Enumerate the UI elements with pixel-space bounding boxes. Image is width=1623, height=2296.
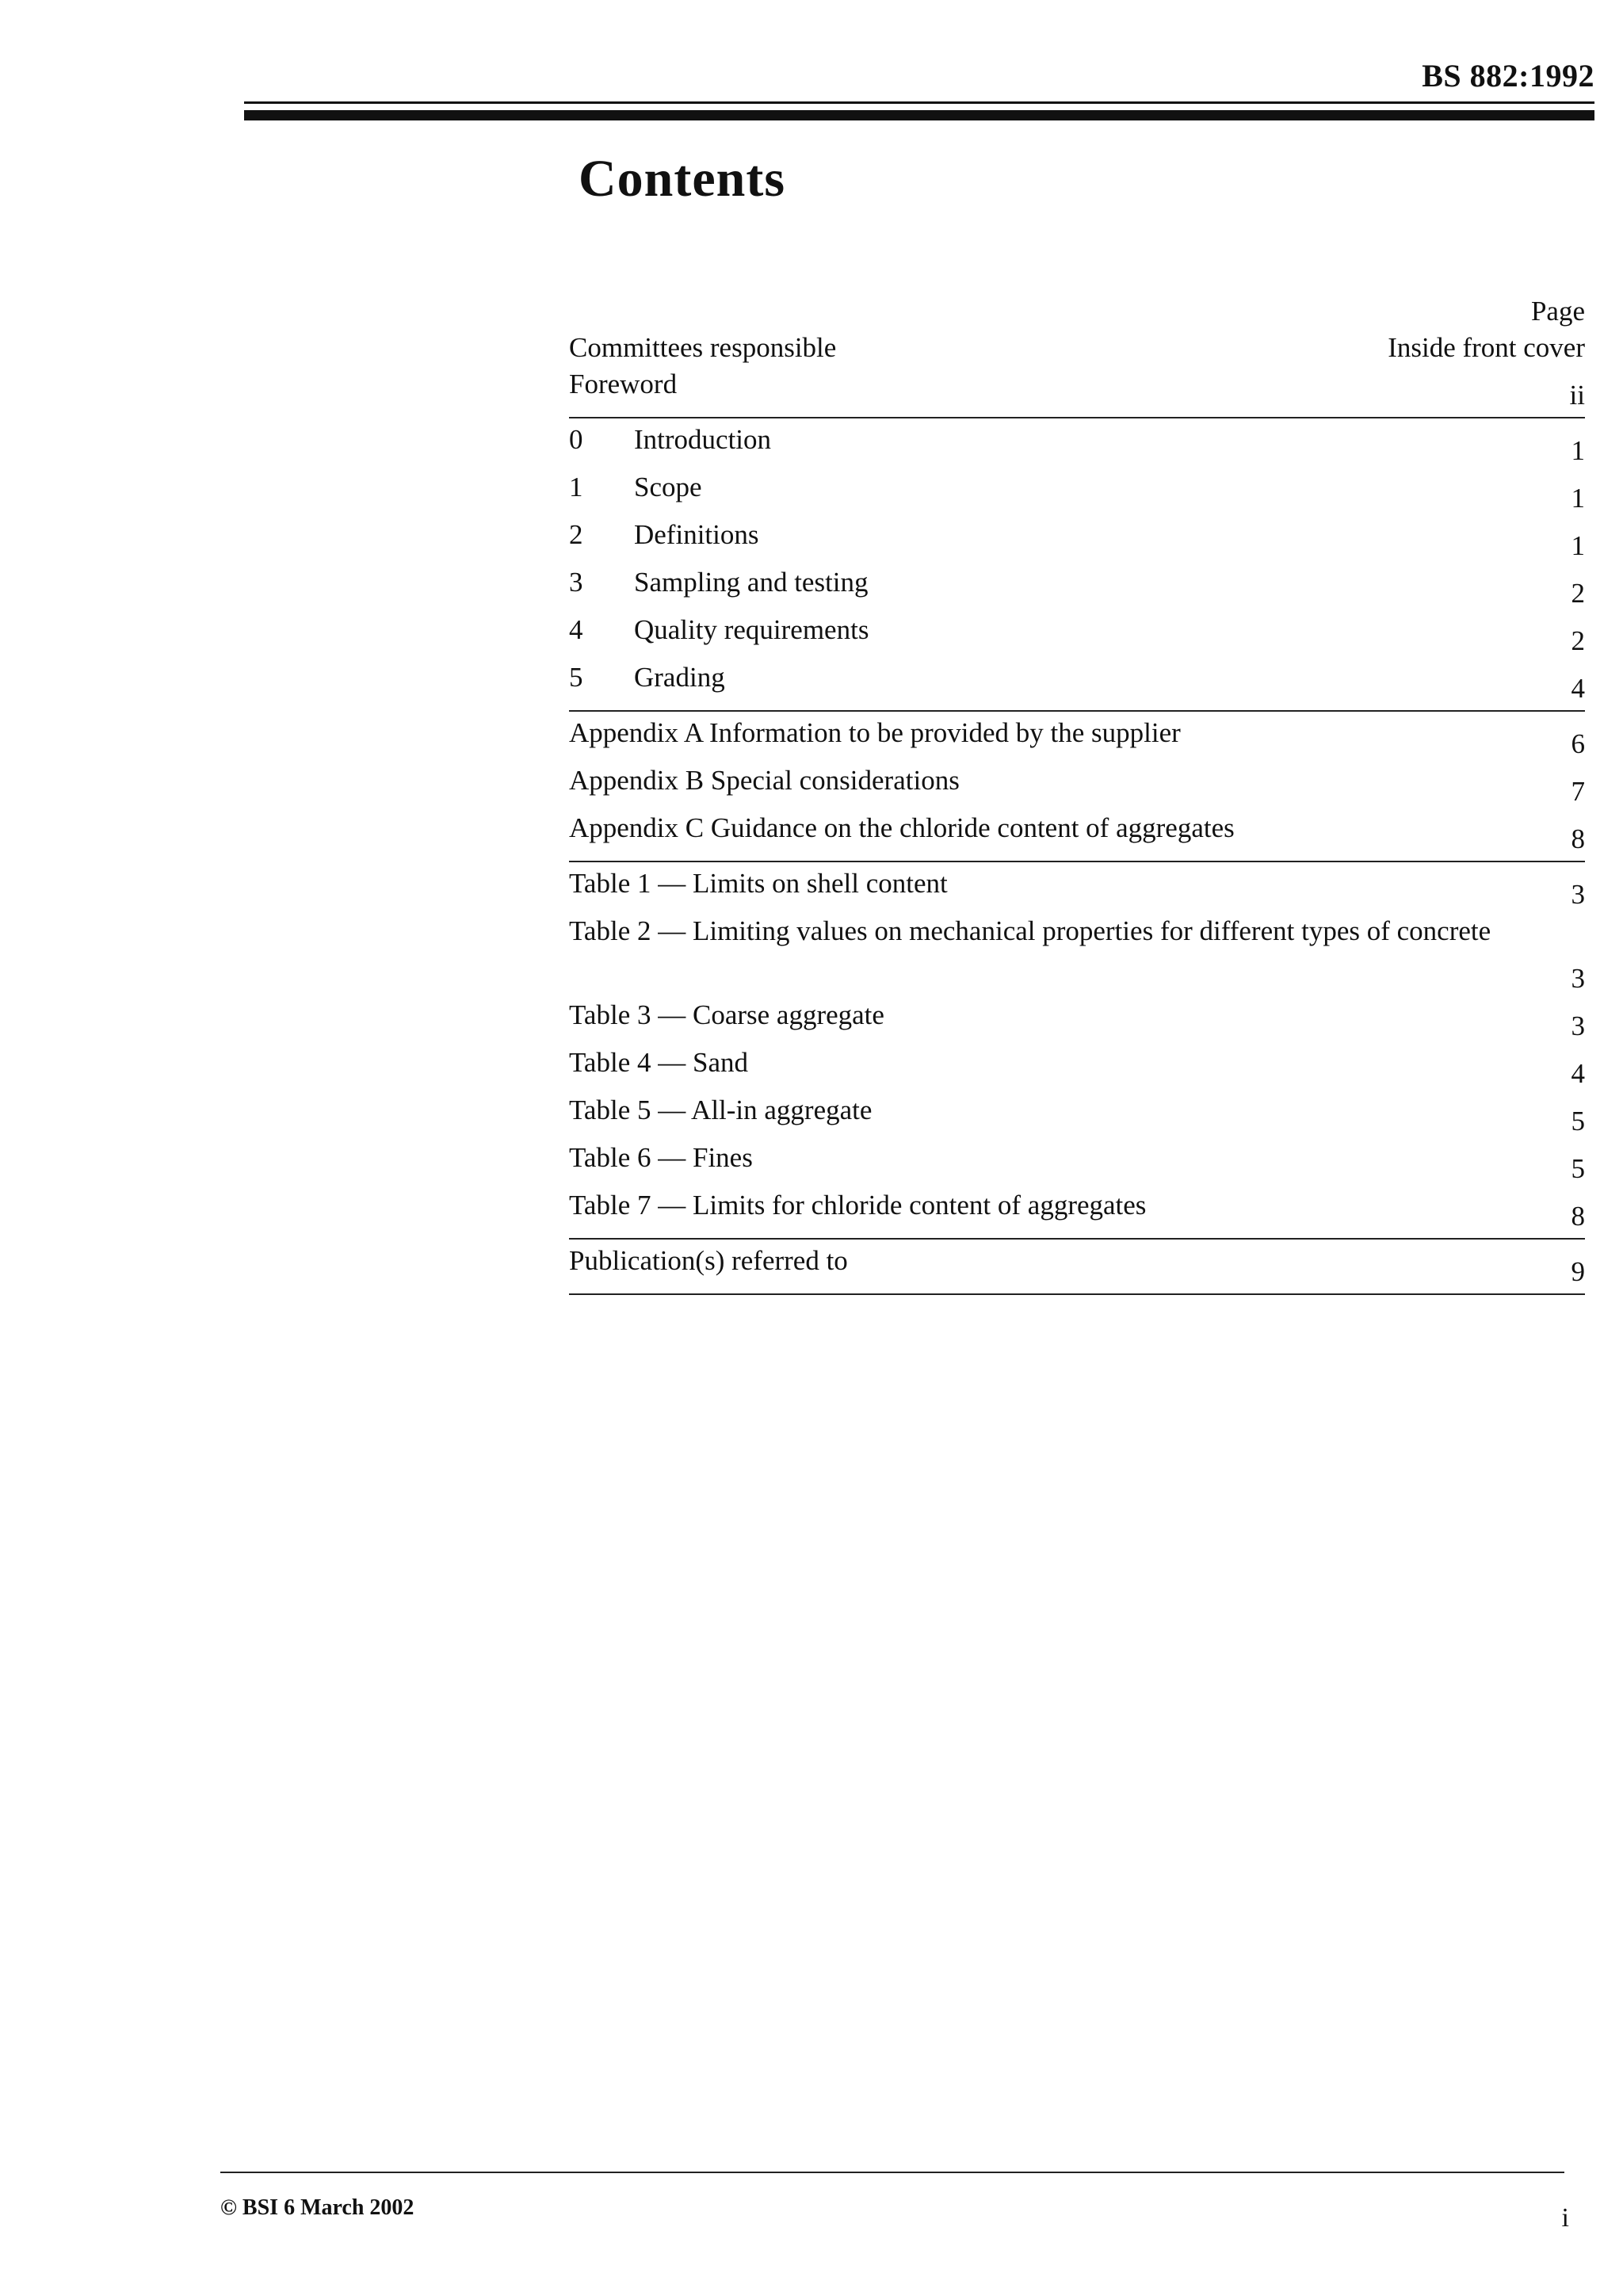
toc-entry[interactable] xyxy=(569,865,1585,913)
toc-entry-label xyxy=(569,1187,1537,1224)
toc-entry-page: 3 xyxy=(1571,1010,1585,1041)
toc-entry-page: 1 xyxy=(1571,483,1585,514)
toc-entry-label xyxy=(569,564,1537,601)
header-rule-thin xyxy=(244,101,1594,104)
toc-entry-page: 5 xyxy=(1571,1106,1585,1137)
toc-entry-label xyxy=(569,913,1537,949)
toc-entry-text: Table 6 — Fines xyxy=(569,1142,753,1173)
toc-entry[interactable] xyxy=(569,422,1585,469)
toc-entry-text: Table 1 — Limits on shell content xyxy=(569,868,948,899)
table-of-contents xyxy=(569,293,1585,1298)
toc-entry-text: Definitions xyxy=(634,519,759,550)
page-number: i xyxy=(1561,2203,1569,2233)
page-title: Contents xyxy=(579,150,786,208)
toc-group xyxy=(569,865,1585,1240)
toc-group xyxy=(569,1243,1585,1295)
toc-entry-text: Committees responsible xyxy=(569,332,837,363)
toc-entry-text: Grading xyxy=(634,662,725,693)
toc-entry[interactable] xyxy=(569,1045,1585,1092)
footer-rule xyxy=(220,2172,1564,2173)
toc-entry-text: Sampling and testing xyxy=(634,567,869,598)
toc-entry-label xyxy=(569,810,1537,846)
copyright-notice: © BSI 6 March 2002 xyxy=(220,2195,414,2220)
toc-entry-label xyxy=(569,1243,1537,1279)
toc-entry-text: Table 2 — Limiting values on mechanical properties for different types of concrete xyxy=(569,915,1491,946)
toc-entry-page: 8 xyxy=(1571,823,1585,854)
toc-entry-page: 3 xyxy=(1571,963,1585,994)
page-column-heading: Page xyxy=(1530,296,1585,327)
toc-entry-text: Scope xyxy=(634,472,702,502)
toc-section-number: 2 xyxy=(569,519,583,550)
toc-entry[interactable] xyxy=(569,469,1585,517)
toc-group xyxy=(569,330,1585,418)
header-rule-thick xyxy=(244,110,1594,120)
toc-entry-page: 7 xyxy=(1571,776,1585,807)
toc-entry[interactable] xyxy=(569,612,1585,659)
toc-entry[interactable] xyxy=(569,517,1585,564)
toc-entry-page: 9 xyxy=(1571,1256,1585,1287)
toc-entry[interactable] xyxy=(569,1243,1585,1290)
toc-section-number: 5 xyxy=(569,662,583,693)
toc-entry-text: Quality requirements xyxy=(634,614,869,645)
toc-entry[interactable] xyxy=(569,330,1585,366)
toc-entry[interactable] xyxy=(569,762,1585,810)
toc-entry-text: Appendix A Information to be provided by the supplier xyxy=(569,717,1181,748)
toc-entry-label xyxy=(569,1045,1537,1081)
toc-entry-text: Introduction xyxy=(634,424,772,455)
toc-entry-label xyxy=(569,612,1537,648)
toc-entry-text: Table 4 — Sand xyxy=(569,1047,748,1078)
toc-entry-text: Table 3 — Coarse aggregate xyxy=(569,999,884,1030)
toc-entry-page: 1 xyxy=(1571,435,1585,466)
toc-entry-text: Foreword xyxy=(569,369,678,399)
toc-entry[interactable] xyxy=(569,1140,1585,1187)
toc-entry[interactable] xyxy=(569,564,1585,612)
toc-entry-label xyxy=(569,517,1537,553)
toc-entry[interactable] xyxy=(569,659,1585,707)
toc-section-number: 1 xyxy=(569,472,583,502)
toc-entry[interactable] xyxy=(569,997,1585,1045)
toc-entry-label xyxy=(569,997,1537,1033)
toc-entry[interactable] xyxy=(569,1187,1585,1235)
toc-entry-label xyxy=(569,469,1537,506)
toc-entry-page: 4 xyxy=(1571,1058,1585,1089)
toc-entry-page: Inside front cover xyxy=(1388,332,1585,363)
toc-entry-label xyxy=(569,715,1537,751)
toc-entry-page: 6 xyxy=(1571,728,1585,759)
toc-entry-label xyxy=(569,865,1537,902)
toc-group xyxy=(569,422,1585,712)
toc-entry-page: 3 xyxy=(1571,879,1585,910)
toc-entry-label xyxy=(569,422,1537,458)
document-code: BS 882:1992 xyxy=(1422,58,1594,94)
toc-entry-text: Publication(s) referred to xyxy=(569,1245,848,1276)
toc-entry[interactable] xyxy=(569,1092,1585,1140)
toc-group xyxy=(569,715,1585,862)
toc-entry-page: 2 xyxy=(1571,578,1585,609)
toc-entry-text: Table 7 — Limits for chloride content of aggregates xyxy=(569,1190,1147,1221)
toc-section-number: 4 xyxy=(569,614,583,645)
toc-entry-label xyxy=(569,659,1537,696)
toc-entry-page: 5 xyxy=(1571,1153,1585,1184)
toc-entry-page: 8 xyxy=(1571,1201,1585,1232)
toc-groups xyxy=(569,330,1585,1295)
toc-section-number: 0 xyxy=(569,424,583,455)
toc-section-number: 3 xyxy=(569,567,583,598)
toc-entry[interactable] xyxy=(569,913,1585,997)
toc-entry-label xyxy=(569,330,1388,366)
toc-entry[interactable] xyxy=(569,810,1585,858)
toc-entry-text: Table 5 — All-in aggregate xyxy=(569,1095,873,1125)
toc-entry-page: 2 xyxy=(1571,625,1585,656)
toc-entry-text: Appendix B Special considerations xyxy=(569,765,960,796)
toc-entry-page: 4 xyxy=(1571,673,1585,704)
toc-entry-label xyxy=(569,1140,1537,1176)
toc-entry-label xyxy=(569,366,1537,403)
toc-entry[interactable] xyxy=(569,715,1585,762)
toc-entry-label xyxy=(569,762,1537,799)
toc-entry-page: ii xyxy=(1569,380,1585,411)
toc-entry[interactable] xyxy=(569,366,1585,414)
toc-entry-text: Appendix C Guidance on the chloride content of aggregates xyxy=(569,812,1235,843)
toc-entry-page: 1 xyxy=(1571,530,1585,561)
toc-entry-label xyxy=(569,1092,1537,1129)
